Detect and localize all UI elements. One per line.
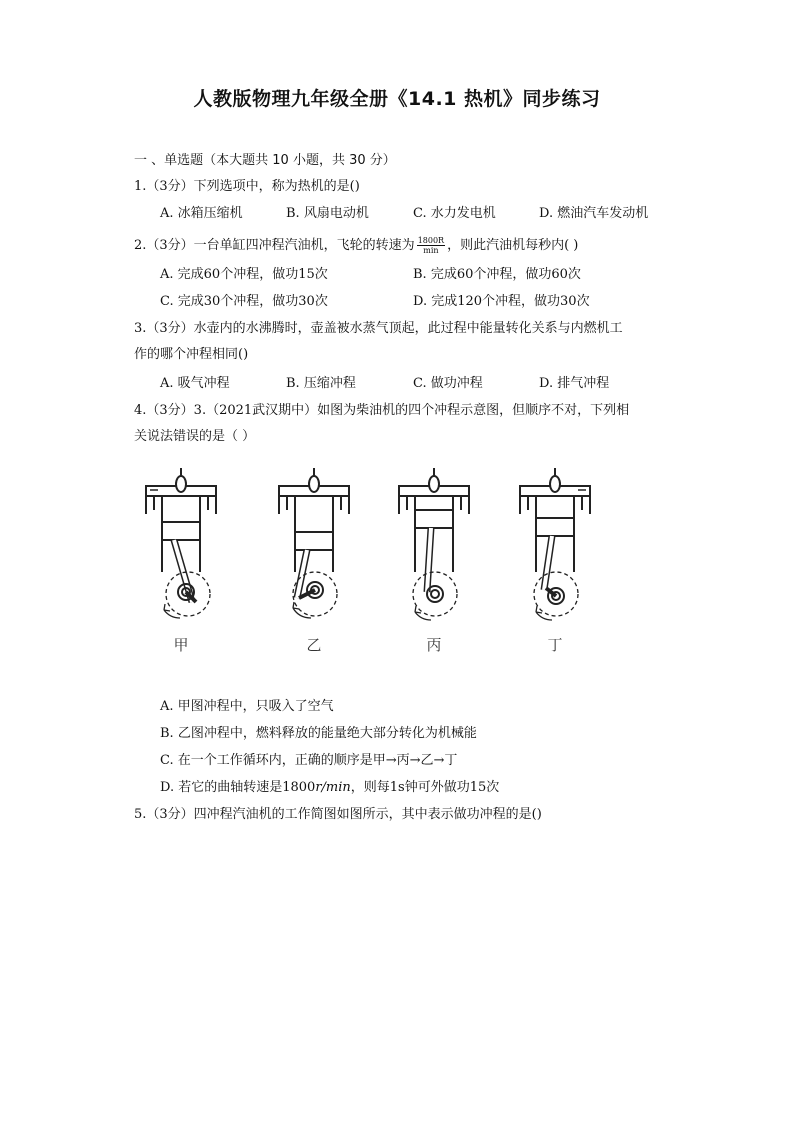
engine-jia-drawing bbox=[134, 462, 234, 632]
engine-label-ding: 丁 bbox=[547, 636, 563, 654]
q2-fraction bbox=[417, 236, 445, 255]
q1-option-d: D. 燃油汽车发动机 bbox=[539, 206, 649, 221]
question-3-stem-line1: 3.（3分）水壶内的水沸腾时，壶盖被水蒸气顶起，此过程中能量转化关系与内燃机工 bbox=[134, 321, 623, 336]
q2-option-d: D. 完成120个冲程，做功30次 bbox=[413, 294, 590, 309]
question-2-stem bbox=[134, 236, 578, 255]
q2-fraction-numerator: 1800R bbox=[417, 236, 445, 245]
q1-option-b: B. 风扇电动机 bbox=[286, 206, 369, 221]
q3-option-d: D. 排气冲程 bbox=[539, 376, 610, 391]
engine-strokes-figure bbox=[134, 462, 674, 662]
engine-diagram-ding bbox=[508, 462, 608, 662]
section-header: 一 、单选题（本大题共 10 小题，共 30 分） bbox=[134, 153, 396, 168]
engine-label-bing: 丙 bbox=[426, 636, 442, 654]
question-1-stem: 1.（3分）下列选项中，称为热机的是() bbox=[134, 179, 360, 194]
q3-option-b: B. 压缩冲程 bbox=[286, 376, 356, 391]
engine-diagram-bing bbox=[387, 462, 487, 662]
q1-option-a: A. 冰箱压缩机 bbox=[160, 206, 243, 221]
q1-option-c: C. 水力发电机 bbox=[413, 206, 496, 221]
question-5-stem: 5.（3分）四冲程汽油机的工作简图如图所示，其中表示做功冲程的是() bbox=[134, 807, 542, 822]
engine-diagram-yi bbox=[267, 462, 367, 662]
q3-option-c: C. 做功冲程 bbox=[413, 376, 483, 391]
q2-stem-before: 2.（3分）一台单缸四冲程汽油机，飞轮的转速为 bbox=[134, 238, 415, 253]
q2-fraction-denominator: min bbox=[423, 246, 439, 255]
question-3-stem-line2: 作的哪个冲程相同() bbox=[134, 347, 249, 362]
q2-option-c: C. 完成30个冲程，做功30次 bbox=[160, 294, 328, 309]
engine-ding-drawing bbox=[508, 462, 608, 632]
engine-label-yi: 乙 bbox=[306, 636, 322, 654]
q4-option-d bbox=[160, 779, 499, 797]
question-4-stem-line1: 4.（3分）3.（2021武汉期中）如图为柴油机的四个冲程示意图，但顺序不对，下列相 bbox=[134, 403, 630, 418]
q4-option-d-before: D. 若它的曲轴转速是1800 bbox=[160, 780, 316, 795]
q2-stem-after: ，则此汽油机每秒内( ) bbox=[447, 238, 579, 253]
q4-option-d-unit: r/min bbox=[315, 780, 351, 795]
engine-label-jia: 甲 bbox=[173, 636, 189, 654]
question-4-stem-line2: 关说法错误的是（ ） bbox=[134, 429, 256, 444]
q2-option-b: B. 完成60个冲程，做功60次 bbox=[413, 267, 581, 282]
q4-option-c: C. 在一个工作循环内，正确的顺序是甲→丙→乙→丁 bbox=[160, 753, 458, 768]
q3-option-a: A. 吸气冲程 bbox=[160, 376, 230, 391]
engine-diagram-jia bbox=[134, 462, 234, 662]
engine-yi-drawing bbox=[267, 462, 367, 632]
q2-option-a: A. 完成60个冲程，做功15次 bbox=[160, 267, 328, 282]
q4-option-d-after: ，则每1s钟可外做功15次 bbox=[350, 780, 500, 795]
q4-option-a: A. 甲图冲程中，只吸入了空气 bbox=[160, 699, 334, 714]
page-title: 人教版物理九年级全册《14.1 热机》同步练习 bbox=[193, 88, 601, 110]
q4-option-b: B. 乙图冲程中，燃料释放的能量绝大部分转化为机械能 bbox=[160, 726, 477, 741]
engine-bing-drawing bbox=[387, 462, 487, 632]
